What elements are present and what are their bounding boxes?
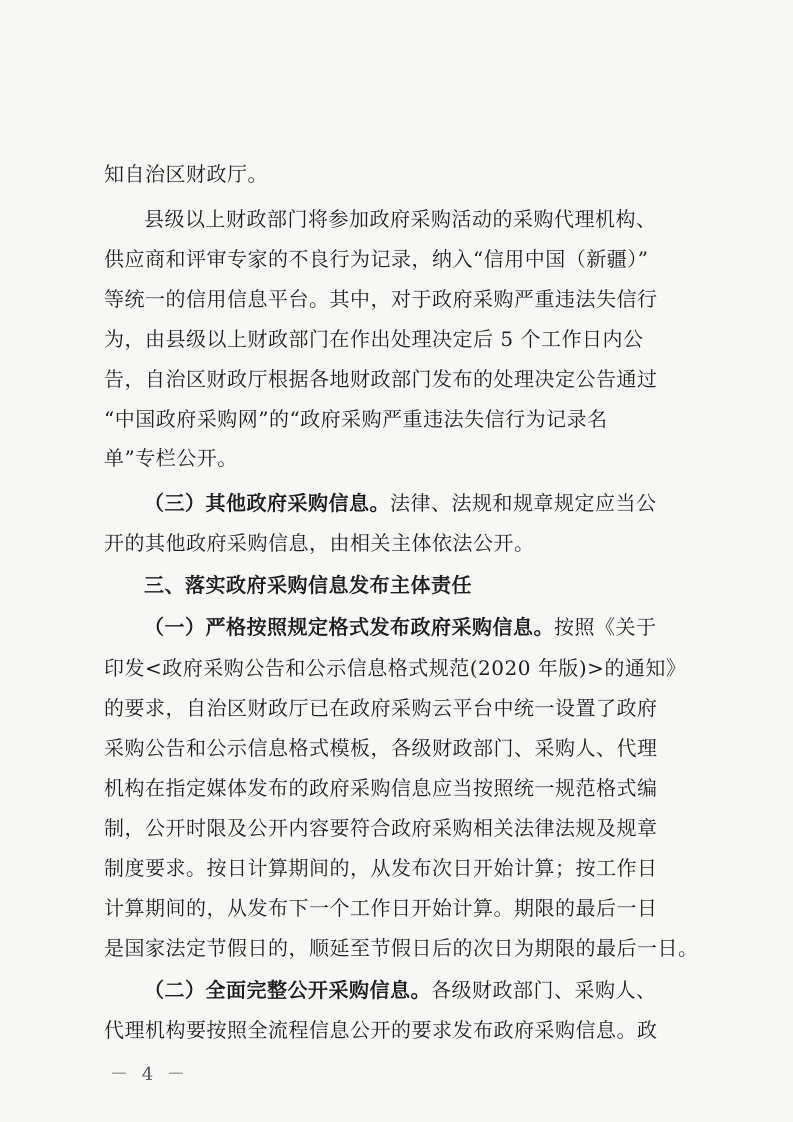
text-line: 等统一的信用信息平台。其中，对于政府采购严重违法失信行 — [104, 287, 658, 311]
paragraph-text: 各级财政部门、采购人、 — [431, 978, 657, 1002]
paragraph-format — [144, 615, 686, 639]
text-line: 知自治区财政厅。 — [104, 162, 268, 186]
text-line: 的要求，自治区财政厅已在政府采购云平台中统一设置了政府 — [104, 696, 658, 720]
text-line: 供应商和评审专家的不良行为记录，纳入“信用中国（新疆）” — [104, 247, 649, 271]
text-line: 县级以上财政部门将参加政府采购活动的采购代理机构、 — [144, 207, 657, 231]
paragraph-heading: （三）其他政府采购信息。 — [144, 491, 390, 515]
paragraph-text: 按照《关于 — [554, 615, 657, 639]
section-heading: 三、落实政府采购信息发布主体责任 — [144, 573, 472, 597]
paragraph-heading: （二）全面完整公开采购信息。 — [144, 978, 431, 1002]
text-line: 告，自治区财政厅根据各地财政部门发布的处理决定公告通过 — [104, 367, 658, 391]
text-line: 代理机构要按照全流程信息公开的要求发布政府采购信息。政 — [104, 1018, 658, 1042]
paragraph-text: 法律、法规和规章规定应当公 — [390, 491, 657, 515]
text-line: 制，公开时限及公开内容要符合政府采购相关法律法规及规章 — [104, 816, 658, 840]
text-line: 制度要求。按日计算期间的，从发布次日开始计算；按工作日 — [104, 856, 658, 880]
text-line: 为，由县级以上财政部门在作出处理决定后 5 个工作日内公 — [104, 327, 644, 351]
paragraph-complete — [144, 978, 686, 1002]
text-line: “中国政府采购网”的“政府采购严重违法失信行为记录名 — [104, 407, 608, 431]
text-line: 开的其他政府采购信息，由相关主体依法公开。 — [104, 531, 535, 555]
paragraph-heading: （一）严格按照规定格式发布政府采购信息。 — [144, 615, 554, 639]
text-line: 机构在指定媒体发布的政府采购信息应当按照统一规范格式编 — [104, 776, 658, 800]
text-line: 单”专栏公开。 — [104, 446, 238, 470]
text-line: 采购公告和公示信息格式模板，各级财政部门、采购人、代理 — [104, 736, 658, 760]
text-line: 印发<政府采购公告和公示信息格式规范(2020 年版)>的通知》 — [104, 656, 687, 680]
paragraph-other-info — [144, 491, 686, 515]
text-line: 是国家法定节假日的，顺延至节假日后的次日为期限的最后一日。 — [104, 936, 699, 960]
page-number: － 4 － — [110, 1064, 189, 1085]
text-line: 计算期间的，从发布下一个工作日开始计算。期限的最后一日 — [104, 896, 658, 920]
